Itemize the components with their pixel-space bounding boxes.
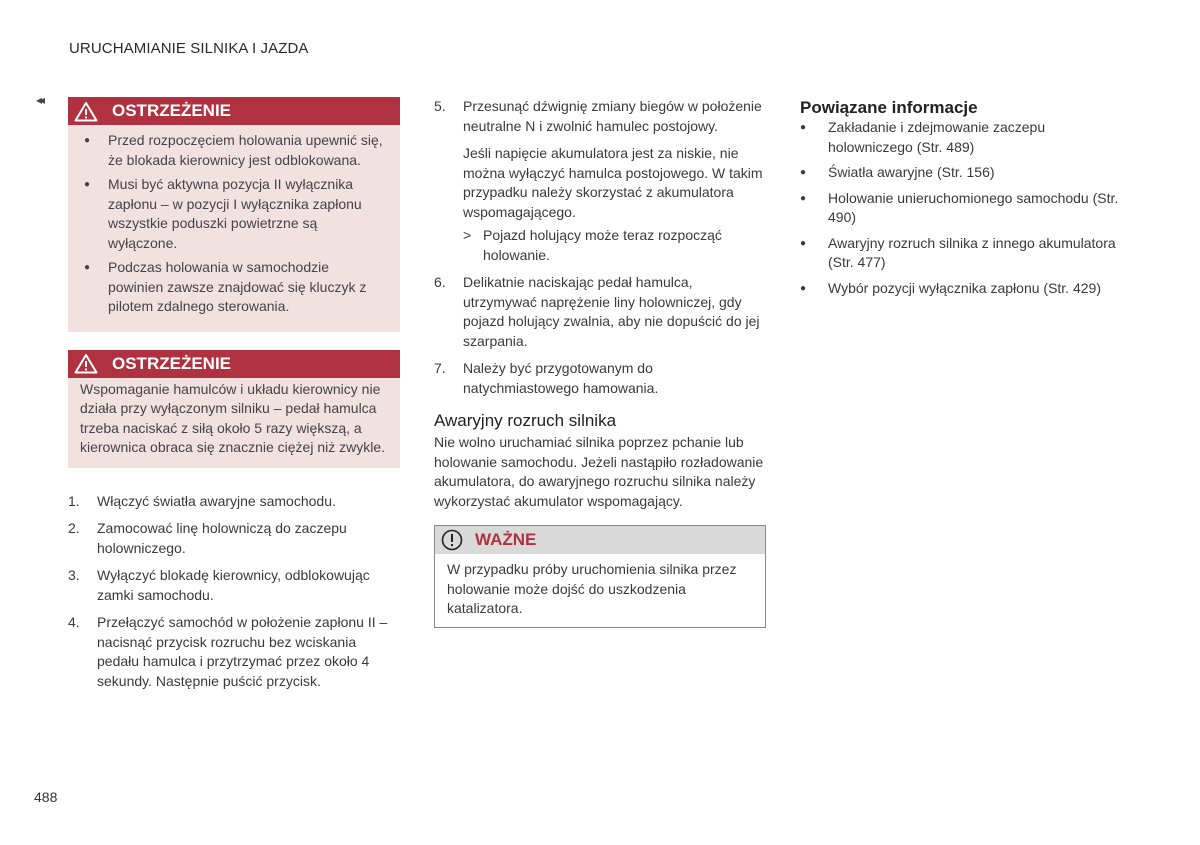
step-result: > Pojazd holujący może teraz rozpocząć holowanie. xyxy=(463,227,722,263)
section-text: Nie wolno uruchamiać silnika poprzez pchanie lub holowanie samochodu. Jeżeli nastąpiło rozładowanie akumulatora, do awaryjnego rozruchu silnika należy wykorzystać akumulator wspomagający. xyxy=(434,434,764,509)
column-middle xyxy=(434,97,766,628)
section-header: URUCHAMIANIE SILNIKA I JAZDA xyxy=(69,40,309,57)
list-item: 5. Przesunąć dźwignię zmiany biegów w położenie neutralne N i zwolnić hamulec postojowy. Jeśli napięcie akumulatora jest za niskie, nie można wyłączyć hamulca postojowego. W takim przypadku należy skorzystać z akumulatora wspomagającego. > Pojazd holujący może teraz rozpocząć holowanie. xyxy=(434,97,766,265)
related-heading: Powiązane informacje xyxy=(800,98,978,117)
warning-box-2 xyxy=(68,350,400,468)
steps-list-right xyxy=(434,97,766,398)
important-box xyxy=(434,525,766,628)
important-body: W przypadku próby uruchomienia silnika przez holowanie może dojść do uszkodzenia katalizatora. xyxy=(447,561,737,616)
continued-icon: ◂◂ xyxy=(36,93,43,107)
important-title: WAŻNE xyxy=(475,530,537,549)
warning-triangle-icon xyxy=(74,353,100,375)
related-list xyxy=(800,118,1130,298)
warning-item: ● Przed rozpoczęciem holowania upewnić się, że blokada kierownicy jest odblokowana. xyxy=(80,131,388,170)
warning-title: OSTRZEŻENIE xyxy=(112,353,232,373)
related-link[interactable]: ● Zakładanie i zdejmowanie zaczepu holowniczego (Str. 489) xyxy=(800,118,1130,157)
list-item: 3. Wyłączyć blokadę kierownicy, odblokowując zamki samochodu. xyxy=(68,567,370,603)
warning-header xyxy=(68,350,400,378)
important-header xyxy=(435,526,765,554)
list-item: 6. Delikatnie naciskając pedał hamulca, utrzymywać naprężenie liny holowniczej, gdy pojazd holujący zwalnia, aby nie dopuścić do jej szarpania. xyxy=(434,274,760,349)
column-left xyxy=(68,97,400,699)
section-heading: Awaryjny rozruch silnika xyxy=(434,411,617,430)
related-link[interactable]: ● Światła awaryjne (Str. 156) xyxy=(800,163,1130,183)
warning-triangle-icon xyxy=(74,100,100,122)
list-item: 2. Zamocować linę holowniczą do zaczepu holowniczego. xyxy=(68,520,347,556)
warning-body xyxy=(68,125,400,332)
related-link[interactable]: ● Holowanie unieruchomionego samochodu (Str. 490) xyxy=(800,189,1130,228)
step-note: Jeśli napięcie akumulatora jest za niskie, nie można wyłączyć hamulca postojowego. W takim przypadku należy skorzystać z akumulatora wspomagającego. xyxy=(463,145,763,220)
page-number: 488 xyxy=(34,789,58,805)
list-item: 7. Należy być przygotowanym do natychmiastowego hamowania. xyxy=(434,360,659,396)
warning-item: ● Musi być aktywna pozycja II wyłącznika zapłonu – w pozycji I wyłącznika zapłonu wszystkie poduszki powietrzne są wyłączone. xyxy=(80,175,388,253)
related-link[interactable]: ● Wybór pozycji wyłącznika zapłonu (Str. 429) xyxy=(800,279,1130,299)
warning-title: OSTRZEŻENIE xyxy=(112,101,232,120)
warning-item: ● Podczas holowania w samochodzie powinien zawsze znajdować się kluczyk z pilotem zdalnego sterowania. xyxy=(80,258,388,317)
related-link[interactable]: ● Awaryjny rozruch silnika z innego akumulatora (Str. 477) xyxy=(800,234,1130,273)
column-right xyxy=(800,97,1130,304)
warning-body: Wspomaganie hamulców i układu kierownicy nie działa przy wyłączonym silniku – pedał hamulca trzeba naciskać z siłą około 5 razy większą, a kierownica obraca się znacznie ciężej niż zwykle. xyxy=(80,380,386,455)
list-item: 1. Włączyć światła awaryjne samochodu. xyxy=(68,492,336,509)
warning-box-1 xyxy=(68,97,400,332)
warning-header xyxy=(68,97,400,125)
exclamation-circle-icon xyxy=(441,529,463,551)
list-item: 4. Przełączyć samochód w położenie zapłonu II – nacisnąć przycisk rozruchu bez wciskania pedału hamulca i przytrzymać przez około 4 sekundy. Następnie puścić przycisk. xyxy=(68,614,388,689)
steps-list-left xyxy=(68,492,400,692)
